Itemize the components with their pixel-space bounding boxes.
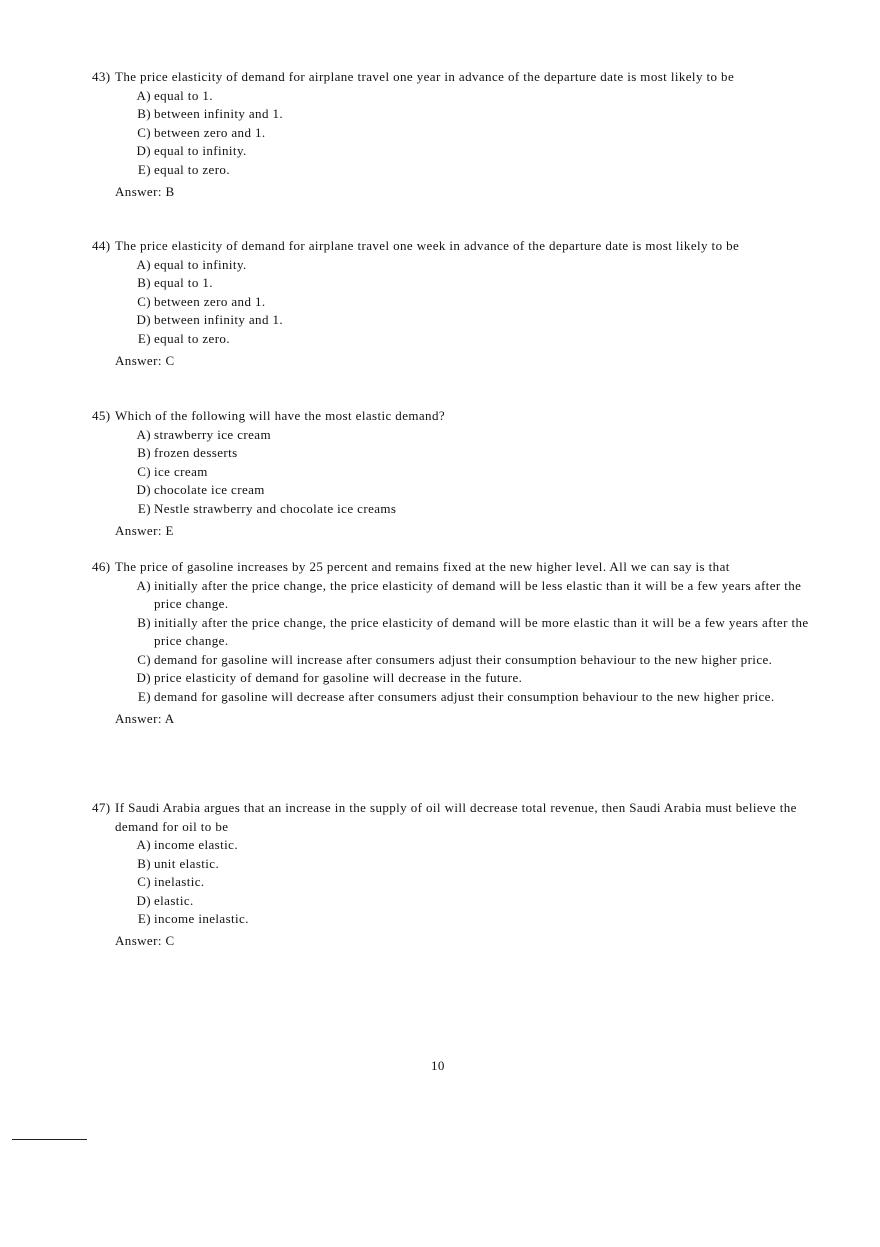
option-label: C) (137, 124, 151, 140)
option-label: A) (136, 577, 151, 593)
option-item (131, 651, 814, 670)
option-text: initially after the price change, the price elasticity of demand will be less elastic than it will be a few years after the price change. (154, 577, 802, 611)
option-item (131, 873, 814, 892)
option-text: price elasticity of demand for gasoline will decrease in the future. (154, 670, 523, 685)
option-text: frozen desserts (154, 445, 238, 460)
option-label: A) (136, 837, 151, 852)
option-text: demand for gasoline will decrease after consumers adjust their consumption behaviour to the new higher price. (154, 688, 775, 704)
option-label: A) (136, 87, 151, 103)
option-item (131, 87, 814, 106)
question-44 (92, 237, 814, 370)
option-item (131, 293, 814, 312)
option-text: equal to 1. (154, 275, 213, 290)
question-number: 44) (92, 238, 111, 253)
question-number: 46) (92, 559, 111, 574)
option-item (131, 500, 814, 519)
option-label: D) (136, 482, 151, 497)
option-text: unit elastic. (154, 855, 220, 871)
option-text: elastic. (154, 892, 194, 908)
option-item (131, 481, 814, 500)
option-text: chocolate ice cream (154, 482, 265, 497)
options-list (131, 836, 814, 929)
option-item (131, 688, 814, 707)
question-number: 45) (92, 408, 111, 423)
option-text: equal to 1. (154, 87, 213, 103)
option-label: B) (137, 275, 151, 290)
question-45 (92, 407, 814, 540)
page-number: 10 (431, 1058, 445, 1073)
question-47 (92, 799, 814, 951)
option-label: C) (137, 293, 151, 309)
option-item (131, 577, 814, 614)
option-item (131, 910, 814, 929)
answer: Answer: C (115, 933, 175, 948)
question-stem (92, 68, 814, 87)
option-item (131, 444, 814, 463)
option-label: E) (137, 161, 151, 177)
question-46 (92, 558, 814, 728)
option-label: B) (137, 106, 151, 121)
option-text: income inelastic. (154, 911, 249, 926)
option-text: equal to zero. (154, 161, 230, 177)
option-item (131, 330, 814, 349)
options-list (131, 426, 814, 519)
option-item (131, 256, 814, 275)
option-item (131, 426, 814, 445)
option-item (131, 614, 814, 651)
option-item (131, 274, 814, 293)
question-text: If Saudi Arabia argues that an increase in the supply of oil will decrease total revenue, then Saudi Arabia must believe the demand for oil to be (115, 800, 797, 834)
option-text: strawberry ice cream (154, 426, 271, 442)
option-text: demand for gasoline will increase after consumers adjust their consumption behaviour to the new higher price. (154, 651, 773, 667)
option-text: Nestle strawberry and chocolate ice creams (154, 500, 397, 516)
option-label: C) (137, 874, 151, 889)
option-text: ice cream (154, 463, 208, 479)
option-item (131, 855, 814, 874)
option-text: between infinity and 1. (154, 106, 284, 121)
options-list (131, 577, 814, 707)
question-text: The price elasticity of demand for airplane travel one year in advance of the departure date is most likely to be (115, 69, 735, 84)
answer: Answer: E (115, 522, 174, 538)
option-text: equal to zero. (154, 330, 230, 346)
option-text: between zero and 1. (154, 293, 266, 309)
option-text: initially after the price change, the price elasticity of demand will be more elastic than it will be a few years after the price change. (154, 614, 809, 648)
option-text: between infinity and 1. (154, 312, 284, 327)
option-item (131, 161, 814, 180)
option-item (131, 463, 814, 482)
option-item (131, 142, 814, 161)
option-label: D) (136, 670, 151, 685)
question-text: The price elasticity of demand for airplane travel one week in advance of the departure date is most likely to be (115, 238, 740, 253)
question-text: The price of gasoline increases by 25 percent and remains fixed at the new higher level. All we can say is that (115, 559, 730, 574)
option-item (131, 124, 814, 143)
option-label: E) (137, 911, 151, 926)
option-text: equal to infinity. (154, 256, 247, 272)
answer: Answer: C (115, 352, 175, 368)
option-text: income elastic. (154, 837, 238, 852)
option-item (131, 669, 814, 688)
option-label: B) (137, 855, 151, 871)
option-label: A) (136, 426, 151, 442)
option-label: D) (136, 312, 151, 327)
answer: Answer: B (115, 183, 175, 199)
option-item (131, 836, 814, 855)
answer: Answer: A (115, 710, 175, 726)
question-number: 47) (92, 800, 111, 815)
option-label: B) (137, 614, 151, 630)
footnote-divider (12, 1139, 87, 1140)
question-stem (92, 558, 814, 577)
options-list (131, 87, 814, 180)
option-text: equal to infinity. (154, 143, 247, 158)
option-label: C) (137, 651, 151, 667)
option-label: E) (137, 330, 151, 346)
option-label: A) (136, 256, 151, 272)
option-label: D) (136, 892, 151, 908)
question-43 (92, 68, 814, 201)
option-item (131, 105, 814, 124)
option-label: E) (137, 688, 151, 704)
option-item (131, 892, 814, 911)
option-label: B) (137, 445, 151, 460)
question-stem (92, 237, 814, 256)
question-stem (92, 799, 814, 836)
question-text: Which of the following will have the most elastic demand? (115, 408, 446, 423)
question-number: 43) (92, 69, 111, 84)
option-label: C) (137, 463, 151, 479)
option-label: D) (136, 143, 151, 158)
options-list (131, 256, 814, 349)
option-item (131, 311, 814, 330)
option-text: between zero and 1. (154, 124, 266, 140)
option-text: inelastic. (154, 874, 205, 889)
question-stem (92, 407, 814, 426)
option-label: E) (137, 500, 151, 516)
